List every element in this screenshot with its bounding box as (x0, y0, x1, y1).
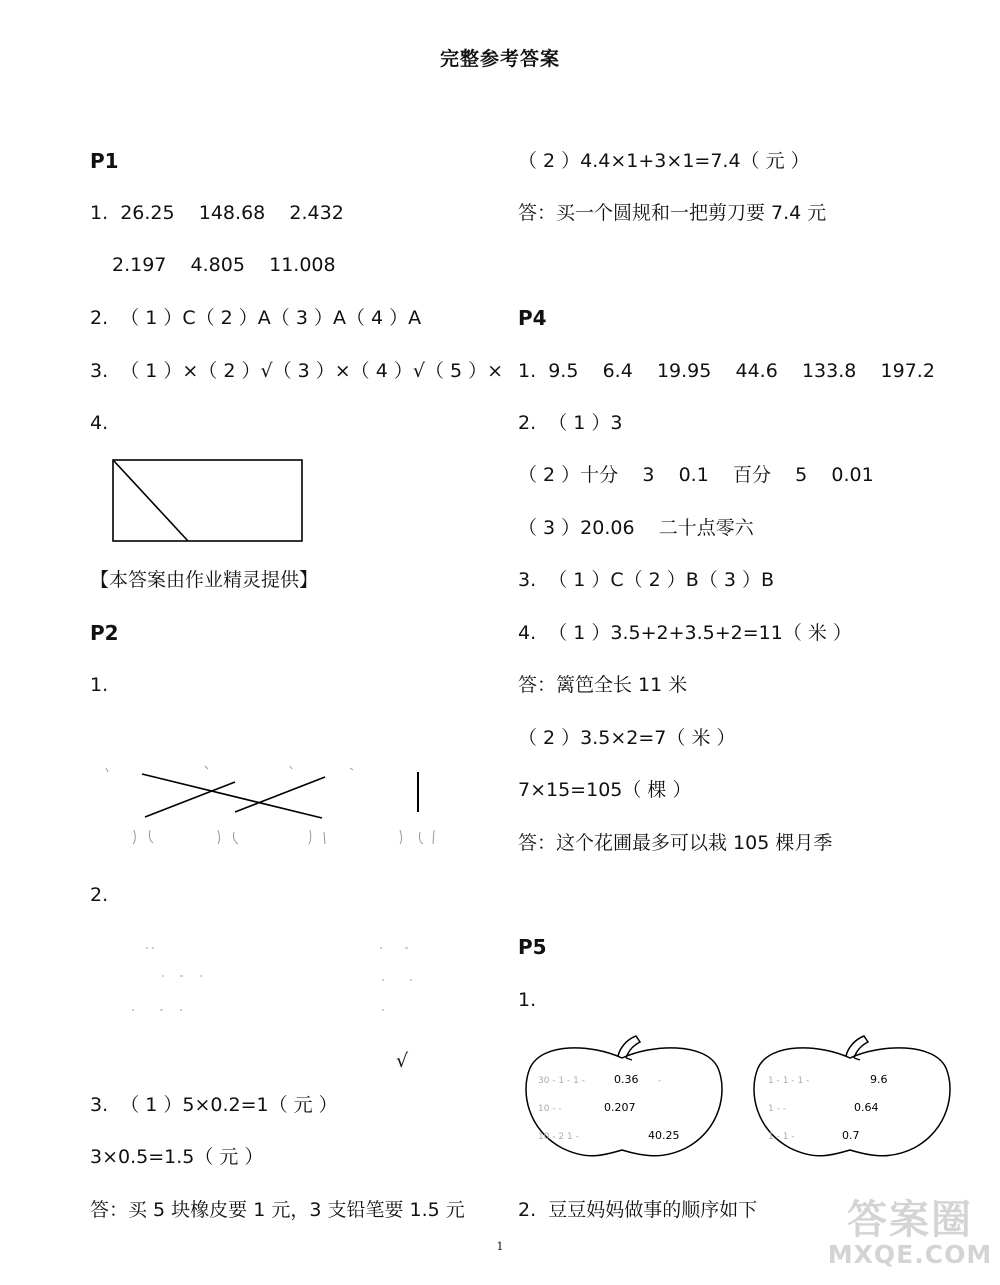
svg-text:-: - (658, 1076, 662, 1086)
credit-note: 【本答案由作业精灵提供】 (90, 569, 319, 591)
apple2-value: 0.64 (854, 1101, 879, 1114)
watermark-text: 答案圈 (847, 1197, 973, 1243)
apple2-value: 0.7 (842, 1129, 860, 1142)
section-heading-p2: P2 (90, 621, 119, 645)
rectangle-diagram (112, 458, 306, 544)
p4-answer-2-1: 2. （ 1 ）3 (518, 412, 623, 434)
p2-answer-3-line3: 答：买 5 块橡皮要 1 元，3 支铅笔要 1.5 元 (90, 1199, 465, 1221)
p4-answer-4-4: 7×15=105（ 棵 ） (518, 779, 692, 801)
p4-answer-2-2: （ 2 ）十分 3 0.1 百分 5 0.01 (518, 464, 874, 486)
p1-answer-4: 4. (90, 412, 109, 434)
svg-text:1 - 1 -: 1 - 1 - (768, 1132, 795, 1142)
p1-answer-1-cont: 2.197 4.805 11.008 (112, 254, 336, 276)
page-title: 完整参考答案 (439, 48, 560, 70)
section-heading-p4: P4 (518, 306, 547, 330)
line-matching-diagram (100, 760, 460, 855)
section-heading-p5: P5 (518, 935, 547, 959)
p2-answer-2: 2. (90, 884, 109, 906)
p3-answer-line2: 答：买一个圆规和一把剪刀要 7.4 元 (518, 202, 827, 224)
p4-answer-4-1: 4. （ 1 ）3.5+2+3.5+2=11（ 米 ） (518, 622, 852, 644)
svg-text:10 - 2 1 -: 10 - 2 1 - (538, 1132, 579, 1142)
p5-answer-1: 1. (518, 989, 537, 1011)
p4-answer-3: 3. （ 1 ）C（ 2 ）B（ 3 ）B (518, 569, 775, 591)
svg-text:10 - -: 10 - - (538, 1104, 562, 1114)
apple2-value: 9.6 (870, 1073, 888, 1086)
p3-answer-line1: （ 2 ）4.4×1+3×1=7.4（ 元 ） (518, 150, 810, 172)
apple1-value: 0.207 (604, 1101, 636, 1114)
check-mark: √ (396, 1050, 409, 1072)
watermark-logo (825, 1188, 995, 1278)
p5-answer-2: 2. 豆豆妈妈做事的顺序如下 (518, 1199, 758, 1221)
p1-answer-3: 3. （ 1 ）×（ 2 ）√（ 3 ）×（ 4 ）√（ 5 ）× (90, 360, 504, 382)
faded-figure (120, 940, 440, 1030)
apple1-value: 0.36 (614, 1073, 639, 1086)
p2-answer-3-line2: 3×0.5=1.5（ 元 ） (90, 1146, 264, 1168)
p1-answer-2: 2. （ 1 ）C（ 2 ）A（ 3 ）A（ 4 ）A (90, 307, 422, 329)
section-heading-p1: P1 (90, 149, 119, 173)
apple1-value: 40.25 (648, 1129, 680, 1142)
page-number: 1 (496, 1240, 504, 1253)
p4-answer-1: 1. 9.5 6.4 19.95 44.6 133.8 197.2 (518, 360, 935, 382)
p1-answer-1: 1. 26.25 148.68 2.432 (90, 202, 344, 224)
svg-text:1 - 1 - 1 -: 1 - 1 - 1 - (768, 1076, 810, 1086)
p4-answer-4-5: 答：这个花圃最多可以栽 105 棵月季 (518, 832, 833, 854)
apple-figure-1 (522, 1030, 728, 1162)
apple-figure-2 (750, 1030, 956, 1162)
svg-text:30 - 1 - 1 -: 30 - 1 - 1 - (538, 1076, 585, 1086)
watermark-url: MXQE.COM (827, 1240, 993, 1269)
svg-text:1 - -: 1 - - (768, 1104, 786, 1114)
p4-answer-4-2: 答：篱笆全长 11 米 (518, 674, 688, 696)
p4-answer-2-3: （ 3 ）20.06 二十点零六 (518, 517, 754, 539)
p2-answer-3-line1: 3. （ 1 ）5×0.2=1（ 元 ） (90, 1094, 338, 1116)
p4-answer-4-3: （ 2 ）3.5×2=7（ 米 ） (518, 727, 736, 749)
p2-answer-1: 1. (90, 674, 109, 696)
